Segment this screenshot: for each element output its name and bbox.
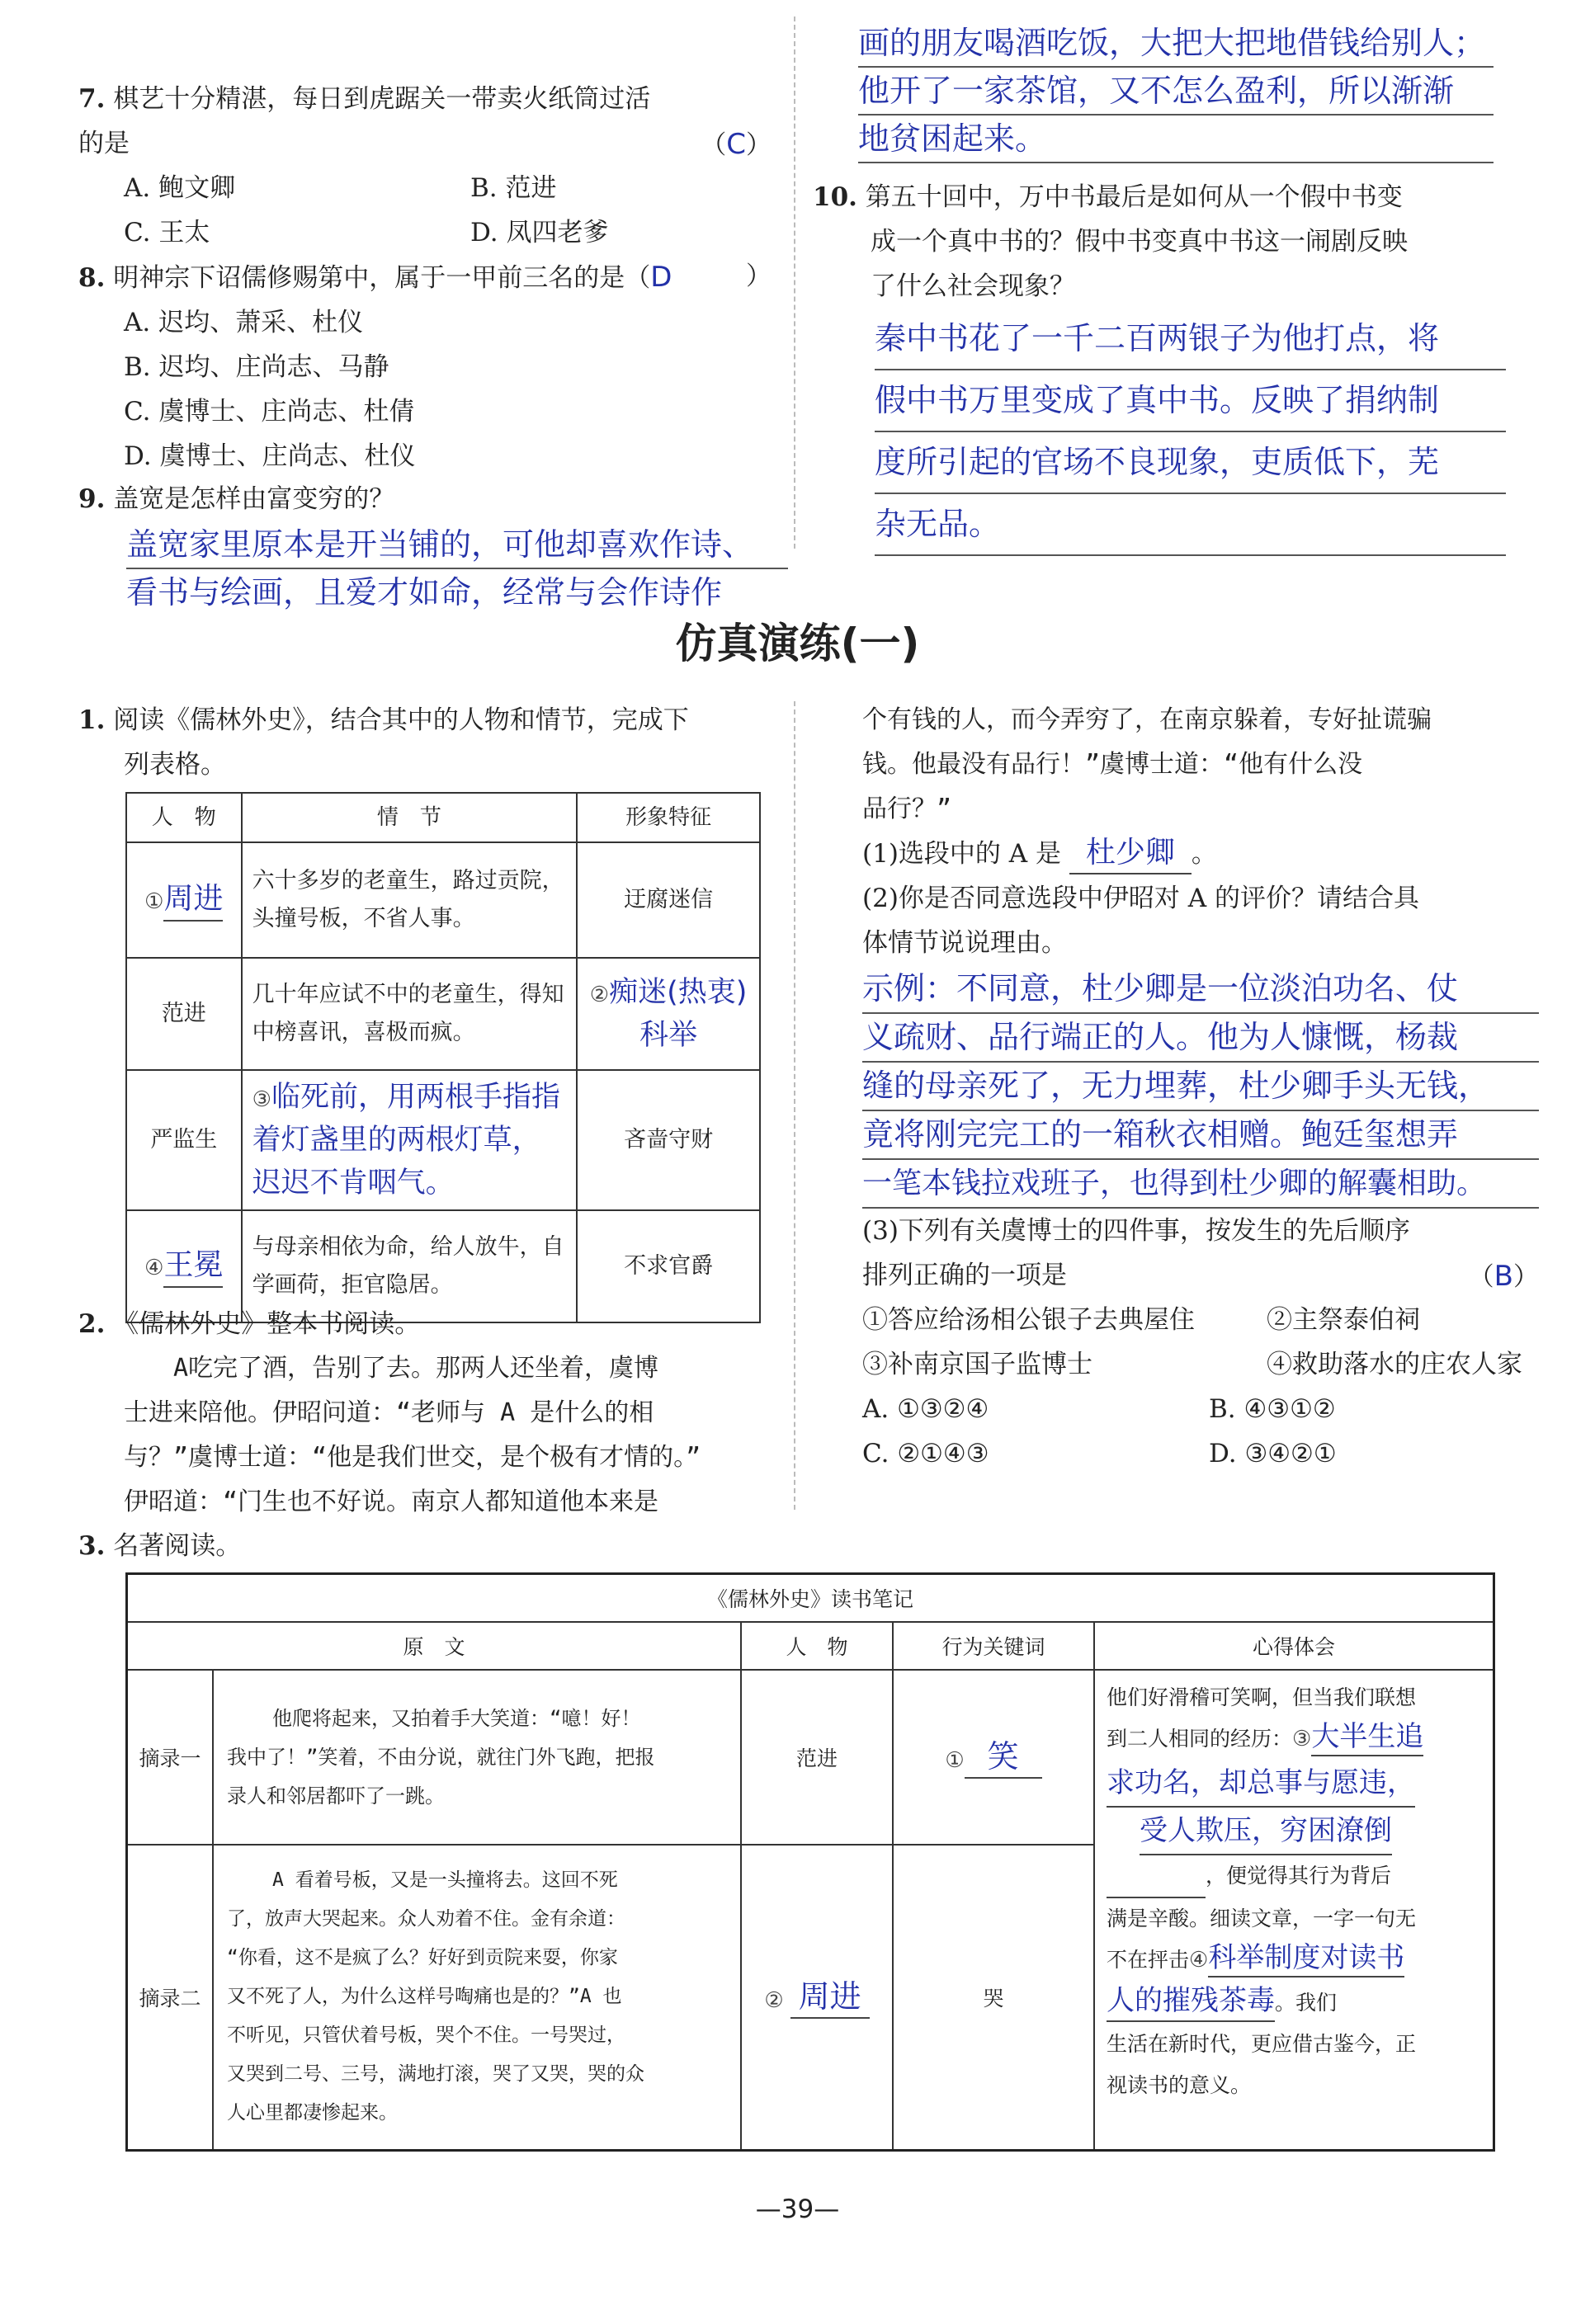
reflection-line: 到二人相同的经历： (1107, 1727, 1293, 1751)
q2-sub3: (3)下列有关虞博士的四件事，按发生的先后顺序 (862, 1216, 1410, 1246)
plot-cell: 几十年应试不中的老童生，得知中榜喜讯，喜极而疯。 (242, 958, 578, 1070)
q7-option-d: D. 凤四老爹 (470, 218, 609, 247)
sub3-options (862, 1387, 1539, 1476)
person-answer: 周进 (163, 879, 223, 922)
column-divider (794, 701, 797, 1510)
event-item: ①答应给汤相公银子去典屋住 (862, 1305, 1195, 1335)
q2-number: 2. (78, 1309, 106, 1339)
excerpt-line: 了，放声大哭起来。众人劝着不住。金有余道： (227, 1908, 625, 1930)
blank-marker: ④ (144, 1256, 164, 1280)
q7-stem: 棋艺十分精湛，每日到虎踞关一带卖火纸筒过活 (113, 84, 651, 114)
answer-line: 度所引起的官场不良现象，吏质低下，芜 (875, 432, 1506, 494)
q10-stem: 成一个真中书的？假中书变真中书这一闹剧反映 (871, 227, 1408, 257)
q3-number: 3. (78, 1531, 106, 1561)
person-answer: 王冕 (163, 1245, 223, 1288)
q7-option-a: A. 鲍文卿 (124, 173, 236, 203)
character-table (125, 792, 761, 1323)
blank-marker: ① (945, 1748, 965, 1773)
q2-passage (78, 1346, 780, 1525)
paren: （ (1468, 1262, 1494, 1292)
q8-option-c: C. 虞博士、庄尚志、杜倩 (124, 397, 415, 427)
question-2-right (862, 698, 1539, 1476)
blank-marker: ③ (252, 1087, 271, 1112)
header-plot: 情 节 (242, 793, 578, 842)
question-10 (813, 175, 1506, 556)
event-item: ②主祭泰伯祠 (1267, 1305, 1420, 1335)
q2-title: 《儒林外史》整本书阅读。 (113, 1309, 421, 1339)
paren: ） (1513, 1262, 1539, 1292)
sub2-answer (862, 965, 1539, 1209)
reflection-answer: 科举制度对读书 (1208, 1940, 1404, 1978)
reflection-answer: 求功名，却总事与愿违， (1107, 1760, 1415, 1808)
answer-line: 画的朋友喝酒吃饭，大把大把地借钱给别人； (858, 20, 1494, 68)
paren: （ (701, 130, 727, 160)
trait-answer: 痴迷(热衷)科举 (609, 976, 748, 1052)
header-keyword: 行为关键词 (893, 1622, 1094, 1670)
excerpt-line: 又不死了人，为什么这样号啕痛也是的？”A 也 (227, 1986, 622, 2008)
trait-cell: 不求官爵 (577, 1210, 760, 1322)
reflection-line: ，便觉得其行为背后 (1206, 1864, 1392, 1888)
blank-line (1107, 1855, 1206, 1898)
answer-line: 示例：不同意，杜少卿是一位淡泊功名、仗 (862, 965, 1539, 1014)
plot-answer: 临死前，用两根手指指着灯盏里的两根灯草，迟迟不肯咽气。 (252, 1081, 560, 1200)
option-d: D. ③④②① (1209, 1439, 1337, 1468)
excerpt-line: “你看，这不是疯了么？好好到贡院来耍，你家 (227, 1947, 618, 1969)
reflection-answer: 大半生追 (1311, 1718, 1423, 1756)
q8-option-d: D. 虞博士、庄尚志、杜仪 (124, 441, 416, 471)
question-9 (78, 477, 788, 615)
excerpt-line: 又哭到二号、三号，满地打滚，哭了又哭，哭的众 (227, 2063, 644, 2086)
table-row (127, 1670, 1494, 1845)
event-item: ③补南京国子监博士 (862, 1350, 1092, 1379)
q9-stem: 盖宽是怎样由富变穷的？ (113, 484, 395, 514)
q7-number: 7. (78, 84, 106, 114)
reflection-line: 满是辛酸。细读文章，一字一句无 (1107, 1907, 1417, 1930)
excerpt-line: 他爬将起来，又拍着手大笑道：“噫！好！ (272, 1706, 641, 1730)
excerpt-line: 录人和邻居都吓了一跳。 (227, 1784, 445, 1808)
excerpt-text (213, 1845, 741, 2150)
q7-option-c: C. 王太 (124, 218, 210, 247)
excerpt-text (213, 1670, 741, 1845)
q10-stem: 了什么社会现象？ (871, 271, 1075, 301)
reflection-line: 生活在新时代，更应借古鉴今，正 (1107, 2032, 1417, 2056)
reflection-line: 。我们 (1275, 1991, 1338, 2015)
q7-answer: C (726, 128, 746, 161)
reflection-answer: 受人欺压，穷困潦倒 (1140, 1808, 1392, 1855)
q10-answer (813, 309, 1506, 556)
q8-option-b: B. 迟均、庄尚志、马静 (124, 352, 389, 382)
answer-line: 杂无品。 (875, 494, 1506, 556)
reflection-line: 视读书的意义。 (1107, 2073, 1252, 2097)
q8-answer: D (650, 261, 672, 294)
q2-sub2: 体情节说说理由。 (862, 928, 1067, 958)
trait-cell: 迂腐迷信 (577, 842, 760, 958)
person-cell: 范进 (126, 958, 242, 1070)
passage-line: 士进来陪他。伊昭问道：“老师与 A 是什么的相 (124, 1398, 654, 1427)
plot-cell: 与母亲相依为命，给人放牛，自学画荷，拒官隐居。 (242, 1210, 578, 1322)
sub1-answer: 杜少卿 (1069, 833, 1192, 874)
reflection-line: 不在抨击 (1107, 1948, 1190, 1972)
passage-line: 个有钱的人，而今弄穷了，在南京躲着，专好扯谎骗 (862, 705, 1432, 734)
keyword-cell: 哭 (893, 1845, 1094, 2150)
q1-stem: 阅读《儒林外史》，结合其中的人物和情节，完成下 (113, 705, 689, 735)
section-title: 仿真演练(一) (675, 620, 920, 667)
table-row (126, 842, 760, 958)
header-original: 原 文 (127, 1622, 742, 1670)
sub1-text: (1)选段中的 A 是 (862, 839, 1062, 869)
column-divider (794, 16, 797, 549)
question-7 (78, 77, 772, 255)
excerpt-label: 摘录二 (127, 1845, 214, 2150)
q1-number: 1. (78, 705, 106, 735)
header-reflection: 心得体会 (1094, 1622, 1494, 1670)
answer-line: 看书与绘画，且爱才如命，经常与会作诗作 (126, 574, 723, 610)
q3-title: 名著阅读。 (113, 1531, 242, 1561)
passage-line: 品行？” (862, 794, 952, 823)
header-person: 人 物 (741, 1622, 893, 1670)
person-cell: 严监生 (126, 1070, 242, 1210)
blank-marker: ③ (1292, 1727, 1312, 1751)
passage-line: A吃完了酒，告别了去。那两人还坐着，虞博 (173, 1354, 659, 1383)
option-a: A. ①③②④ (862, 1394, 989, 1424)
excerpt-line: A 看着号板，又是一头撞将去。这回不死 (272, 1869, 618, 1892)
question-2 (78, 1302, 780, 1525)
trait-cell: 吝啬守财 (577, 1070, 760, 1210)
excerpt-label: 摘录一 (127, 1670, 214, 1845)
q2-sub2: (2)你是否同意选段中伊昭对 A 的评价？请结合具 (862, 884, 1420, 913)
header-person: 人 物 (126, 793, 242, 842)
question-8 (78, 254, 772, 478)
q9-answer-continued (858, 20, 1494, 163)
person-answer: 周进 (790, 1976, 870, 2019)
question-3 (78, 1524, 241, 1568)
q1-stem: 列表格。 (124, 750, 226, 780)
reflection-cell (1094, 1670, 1494, 2150)
page-number: —39— (755, 2194, 840, 2224)
answer-line: 秦中书花了一千二百两银子为他打点，将 (875, 309, 1506, 370)
q2-sub1 (862, 832, 1539, 876)
event-list (862, 1298, 1539, 1387)
reading-notes-table (125, 1572, 1495, 2152)
sub3-answer: B (1494, 1260, 1513, 1293)
q9-answer (78, 521, 788, 615)
table-title: 《儒林外史》读书笔记 (127, 1574, 1494, 1623)
keyword-answer: 笑 (965, 1736, 1042, 1779)
blank-marker: ② (589, 983, 610, 1007)
blank-marker: ④ (1189, 1948, 1209, 1973)
excerpt-line: 人心里都凄惨起来。 (227, 2102, 398, 2124)
q10-number: 10. (813, 182, 857, 212)
q7-stem-tail: 的是 (78, 129, 130, 158)
q9-number: 9. (78, 484, 106, 514)
question-1 (78, 698, 772, 787)
q8-number: 8. (78, 263, 106, 293)
reflection-answer: 人的摧残茶毒 (1107, 1981, 1275, 2022)
passage-line: 钱。他最没有品行！”虞博士道：“他有什么没 (862, 750, 1363, 779)
header-trait: 形象特征 (577, 793, 760, 842)
option-c: C. ②①④③ (862, 1439, 989, 1468)
excerpt-line: 我中了！”笑着，不由分说，就往门外飞跑，把报 (227, 1745, 655, 1769)
answer-line: 假中书万里变成了真中书。反映了捐纳制 (875, 370, 1506, 432)
paren: ） (746, 130, 772, 160)
passage-line: 伊昭道：“门生也不好说。南京人都知道他本来是 (124, 1487, 659, 1516)
excerpt-line: 不听见，只管伏着号板，哭个不住。一号哭过， (227, 2025, 625, 2047)
blank-marker: ① (144, 889, 164, 914)
blank-marker: ② (764, 1987, 784, 2013)
table-row (126, 958, 760, 1070)
plot-cell: 六十多岁的老童生，路过贡院，头撞号板，不省人事。 (242, 842, 578, 958)
passage-line: 与？”虞博士道：“他是我们世交，是个极有才情的。” (124, 1443, 701, 1472)
answer-line: 义疏财、品行端正的人。他为人慷慨，杨裁 (862, 1014, 1539, 1063)
answer-line: 他开了一家茶馆，又不怎么盈利，所以渐渐 (858, 68, 1494, 115)
answer-line: 盖宽家里原本是开当铺的，可他却喜欢作诗、 (126, 521, 788, 569)
table-row (126, 1070, 760, 1210)
q7-option-b: B. 范进 (470, 173, 557, 203)
paren: ） (746, 262, 772, 291)
answer-line: 缝的母亲死了，无力埋葬，杜少卿手头无钱， (862, 1063, 1539, 1111)
answer-line: 一笔本钱拉戏班子，也得到杜少卿的解囊相助。 (862, 1160, 1539, 1209)
option-b: B. ④③①② (1209, 1394, 1336, 1424)
event-item: ④救助落水的庄农人家 (1267, 1350, 1522, 1379)
q8-stem: 明神宗下诏儒修赐第中，属于一甲前三名的是（ (113, 263, 651, 293)
sub1-text: 。 (1191, 839, 1217, 869)
q2-sub3: 排列正确的一项是 (862, 1261, 1067, 1290)
q8-option-a: A. 迟均、萧采、杜仪 (124, 308, 364, 337)
q2-passage-continued (862, 698, 1539, 832)
answer-line: 竟将刚完完工的一箱秋衣相赠。鲍廷玺想弄 (862, 1111, 1539, 1160)
answer-line: 地贫困起来。 (858, 115, 1494, 163)
person-cell: 范进 (741, 1670, 893, 1845)
reflection-line: 他们好滑稽可笑啊，但当我们联想 (1107, 1685, 1417, 1709)
q10-stem: 第五十回中，万中书最后是如何从一个假中书变 (865, 182, 1403, 212)
